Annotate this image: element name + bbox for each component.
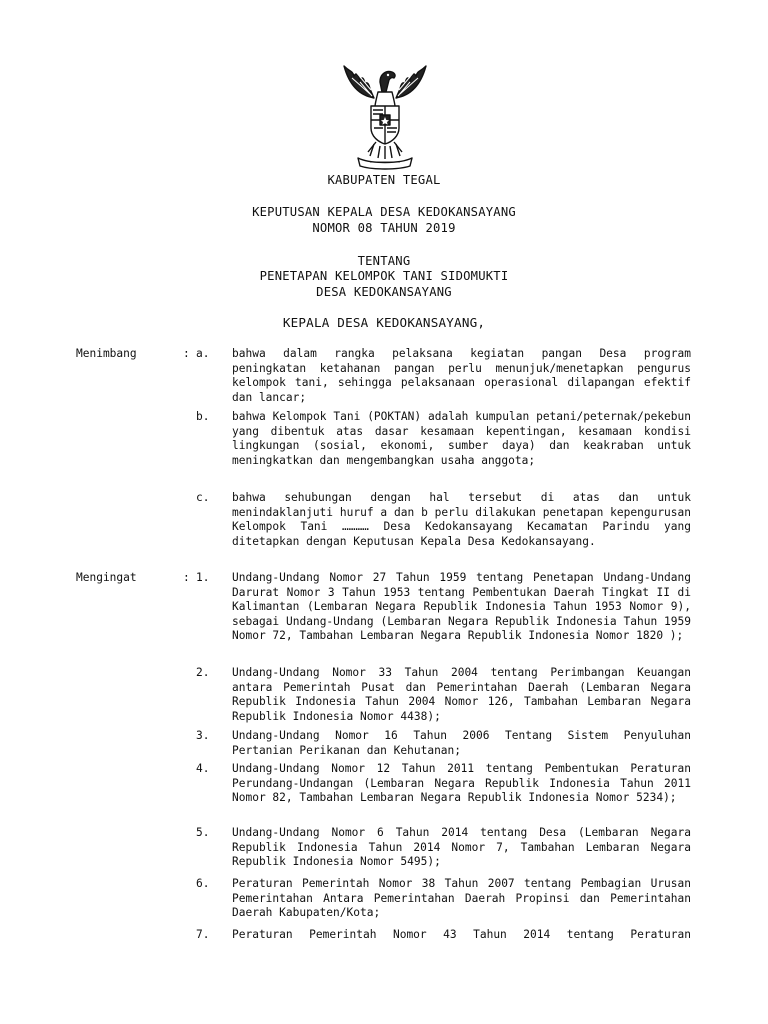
- mengingat-item-5: Undang-Undang Nomor 6 Tahun 2014 tentang Desa (Lembaran Negara Republik Indonesia Tahun 2014 Nomor 7, Tambahan Lembaran Negara Republik Indonesia Nomor 5495);: [232, 826, 691, 869]
- mengingat-colon: :: [183, 571, 190, 584]
- decree-title: KEPUTUSAN KEPALA DESA KEDOKANSAYANG: [252, 205, 516, 219]
- mengingat-marker-2: 2.: [196, 666, 210, 679]
- mengingat-item-1: Undang-Undang Nomor 27 Tahun 1959 tentang Penetapan Undang-Undang Darurat Nomor 3 Tahun 1953 tentang Pembentukan Daerah Tingkat II di Kalimantan (Lembaran Negara Republik Indonesia Tahun 1953 Nomor 9), sebagai Undang-Undang (Lembaran Negara Republik Indonesia Tahun 1959 Nomor 72, Tambahan Lembaran Negara Republik Indonesia Nomor 1820 );: [232, 571, 691, 643]
- menimbang-marker-c: c.: [196, 491, 210, 504]
- menimbang-marker-a: a.: [196, 347, 210, 360]
- mengingat-marker-4: 4.: [196, 762, 210, 775]
- mengingat-marker-6: 6.: [196, 877, 210, 890]
- decree-number: NOMOR 08 TAHUN 2019: [312, 221, 456, 235]
- region-title: KABUPATEN TEGAL: [327, 173, 441, 187]
- mengingat-item-7: Peraturan Pemerintah Nomor 43 Tahun 2014 tentang Peraturan: [232, 928, 691, 941]
- subject-line-2: DESA KEDOKANSAYANG: [316, 285, 452, 299]
- mengingat-marker-3: 3.: [196, 729, 210, 742]
- mengingat-marker-7: 7.: [196, 928, 210, 941]
- menimbang-item-a: bahwa dalam rangka pelaksana kegiatan pangan Desa program peningkatan ketahanan pangan perlu menunjuk/menetapkan pengurus kelompok tani, sehingga pelaksanaan operasional dilapangan efektif dan lancar;: [232, 347, 691, 404]
- issuer-heading: KEPALA DESA KEDOKANSAYANG,: [282, 315, 486, 330]
- garuda-emblem-icon: [340, 58, 430, 170]
- menimbang-item-c: bahwa sehubungan dengan hal tersebut di atas dan untuk menindaklanjuti huruf a dan b perlu dilakukan penetapan kepengurusan Kelompok Tani ………… Desa Kedokansayang Kecamatan Parindu yang ditetapkan dengan Keputusan Kepala Desa Kedokansayang.: [232, 491, 691, 548]
- mengingat-marker-5: 5.: [196, 826, 210, 839]
- mengingat-item-3: Undang-Undang Nomor 16 Tahun 2006 Tentang Sistem Penyuluhan Pertanian Perikanan dan Kehutanan;: [232, 729, 691, 757]
- menimbang-marker-b: b.: [196, 410, 210, 423]
- mengingat-marker-1: 1.: [196, 571, 210, 584]
- mengingat-label: Mengingat: [76, 571, 137, 584]
- about-label: TENTANG: [357, 254, 411, 268]
- menimbang-item-b: bahwa Kelompok Tani (POKTAN) adalah kumpulan petani/peternak/pekebun yang dibentuk atas dasar kesamaan kepentingan, kesamaan kondisi lingkungan (sosial, ekonomi, sumber daya) dan keakraban untuk meningkatkan dan mengembangkan usaha anggota;: [232, 410, 691, 467]
- mengingat-item-4: Undang-Undang Nomor 12 Tahun 2011 tentang Pembentukan Peraturan Perundang-Undangan (Lembaran Negara Republik Indonesia Tahun 2011 Nomor 82, Tambahan Lembaran Negara Republik Indonesia Nomor 5234);: [232, 762, 691, 805]
- menimbang-label: Menimbang: [76, 347, 137, 360]
- mengingat-item-6: Peraturan Pemerintah Nomor 38 Tahun 2007 tentang Pembagian Urusan Pemerintahan Antara Pemerintahan Daerah Propinsi dan Pemerintahan Daerah Kabupaten/Kota;: [232, 877, 691, 920]
- subject-line-1: PENETAPAN KELOMPOK TANI SIDOMUKTI: [259, 269, 509, 283]
- mengingat-item-2: Undang-Undang Nomor 33 Tahun 2004 tentang Perimbangan Keuangan antara Pemerintah Pusat dan Pemerintahan Daerah (Lembaran Negara Republik Indonesia Tahun 2004 Nomor 126, Tambahan Lembaran Negara Republik Indonesia Nomor 4438);: [232, 666, 691, 723]
- menimbang-colon: :: [183, 347, 190, 360]
